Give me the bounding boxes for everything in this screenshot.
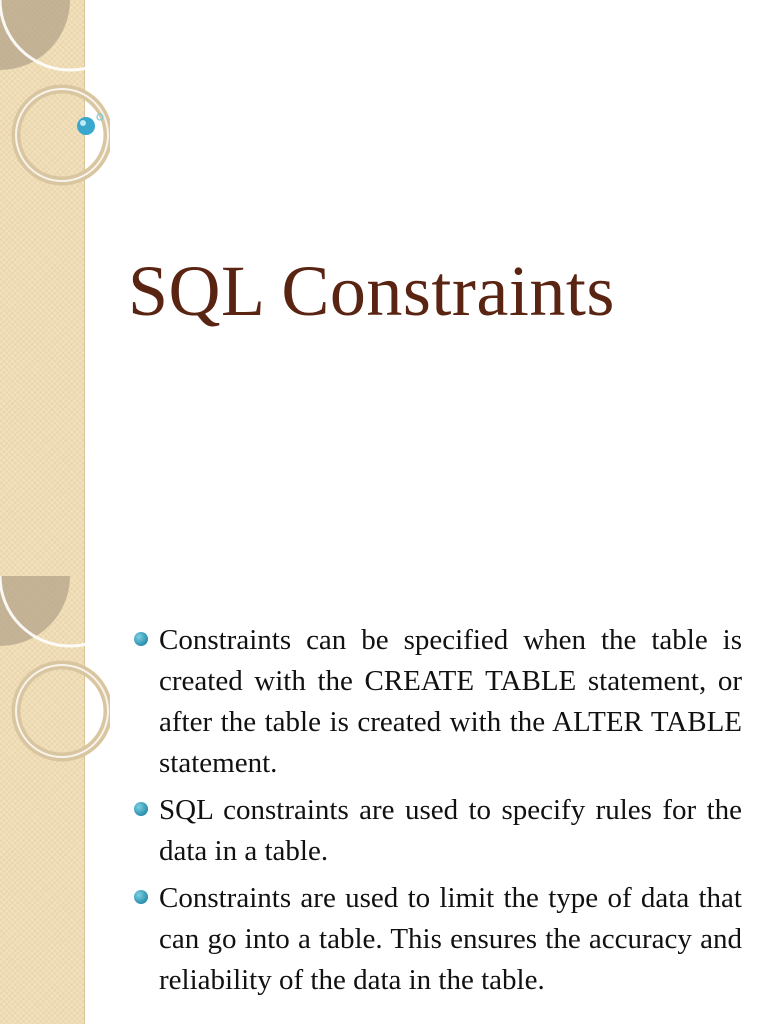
bullet-dot-icon bbox=[134, 632, 148, 646]
decorative-side-panel bbox=[0, 576, 85, 1024]
bullet-item bbox=[132, 790, 742, 872]
slide-title: SQL Constraints bbox=[128, 251, 615, 331]
decorative-rings-icon bbox=[0, 576, 110, 796]
bullet-list bbox=[132, 620, 742, 1007]
bullet-text: Constraints are used to limit the type of data that can go into a table. This ensures the accuracy and reliability of the data in the table. bbox=[159, 882, 742, 996]
decorative-side-panel bbox=[0, 0, 85, 576]
bullet-item bbox=[132, 620, 742, 784]
bullet-item bbox=[132, 878, 742, 1001]
decorative-rings-icon bbox=[0, 0, 110, 220]
bullet-dot-icon bbox=[134, 802, 148, 816]
bullet-text: SQL constraints are used to specify rules for the data in a table. bbox=[159, 794, 742, 867]
bullet-text: Constraints can be specified when the table is created with the CREATE TABLE statement, or after the table is created with the ALTER TABLE statement. bbox=[159, 624, 742, 779]
bullet-dot-icon bbox=[134, 890, 148, 904]
